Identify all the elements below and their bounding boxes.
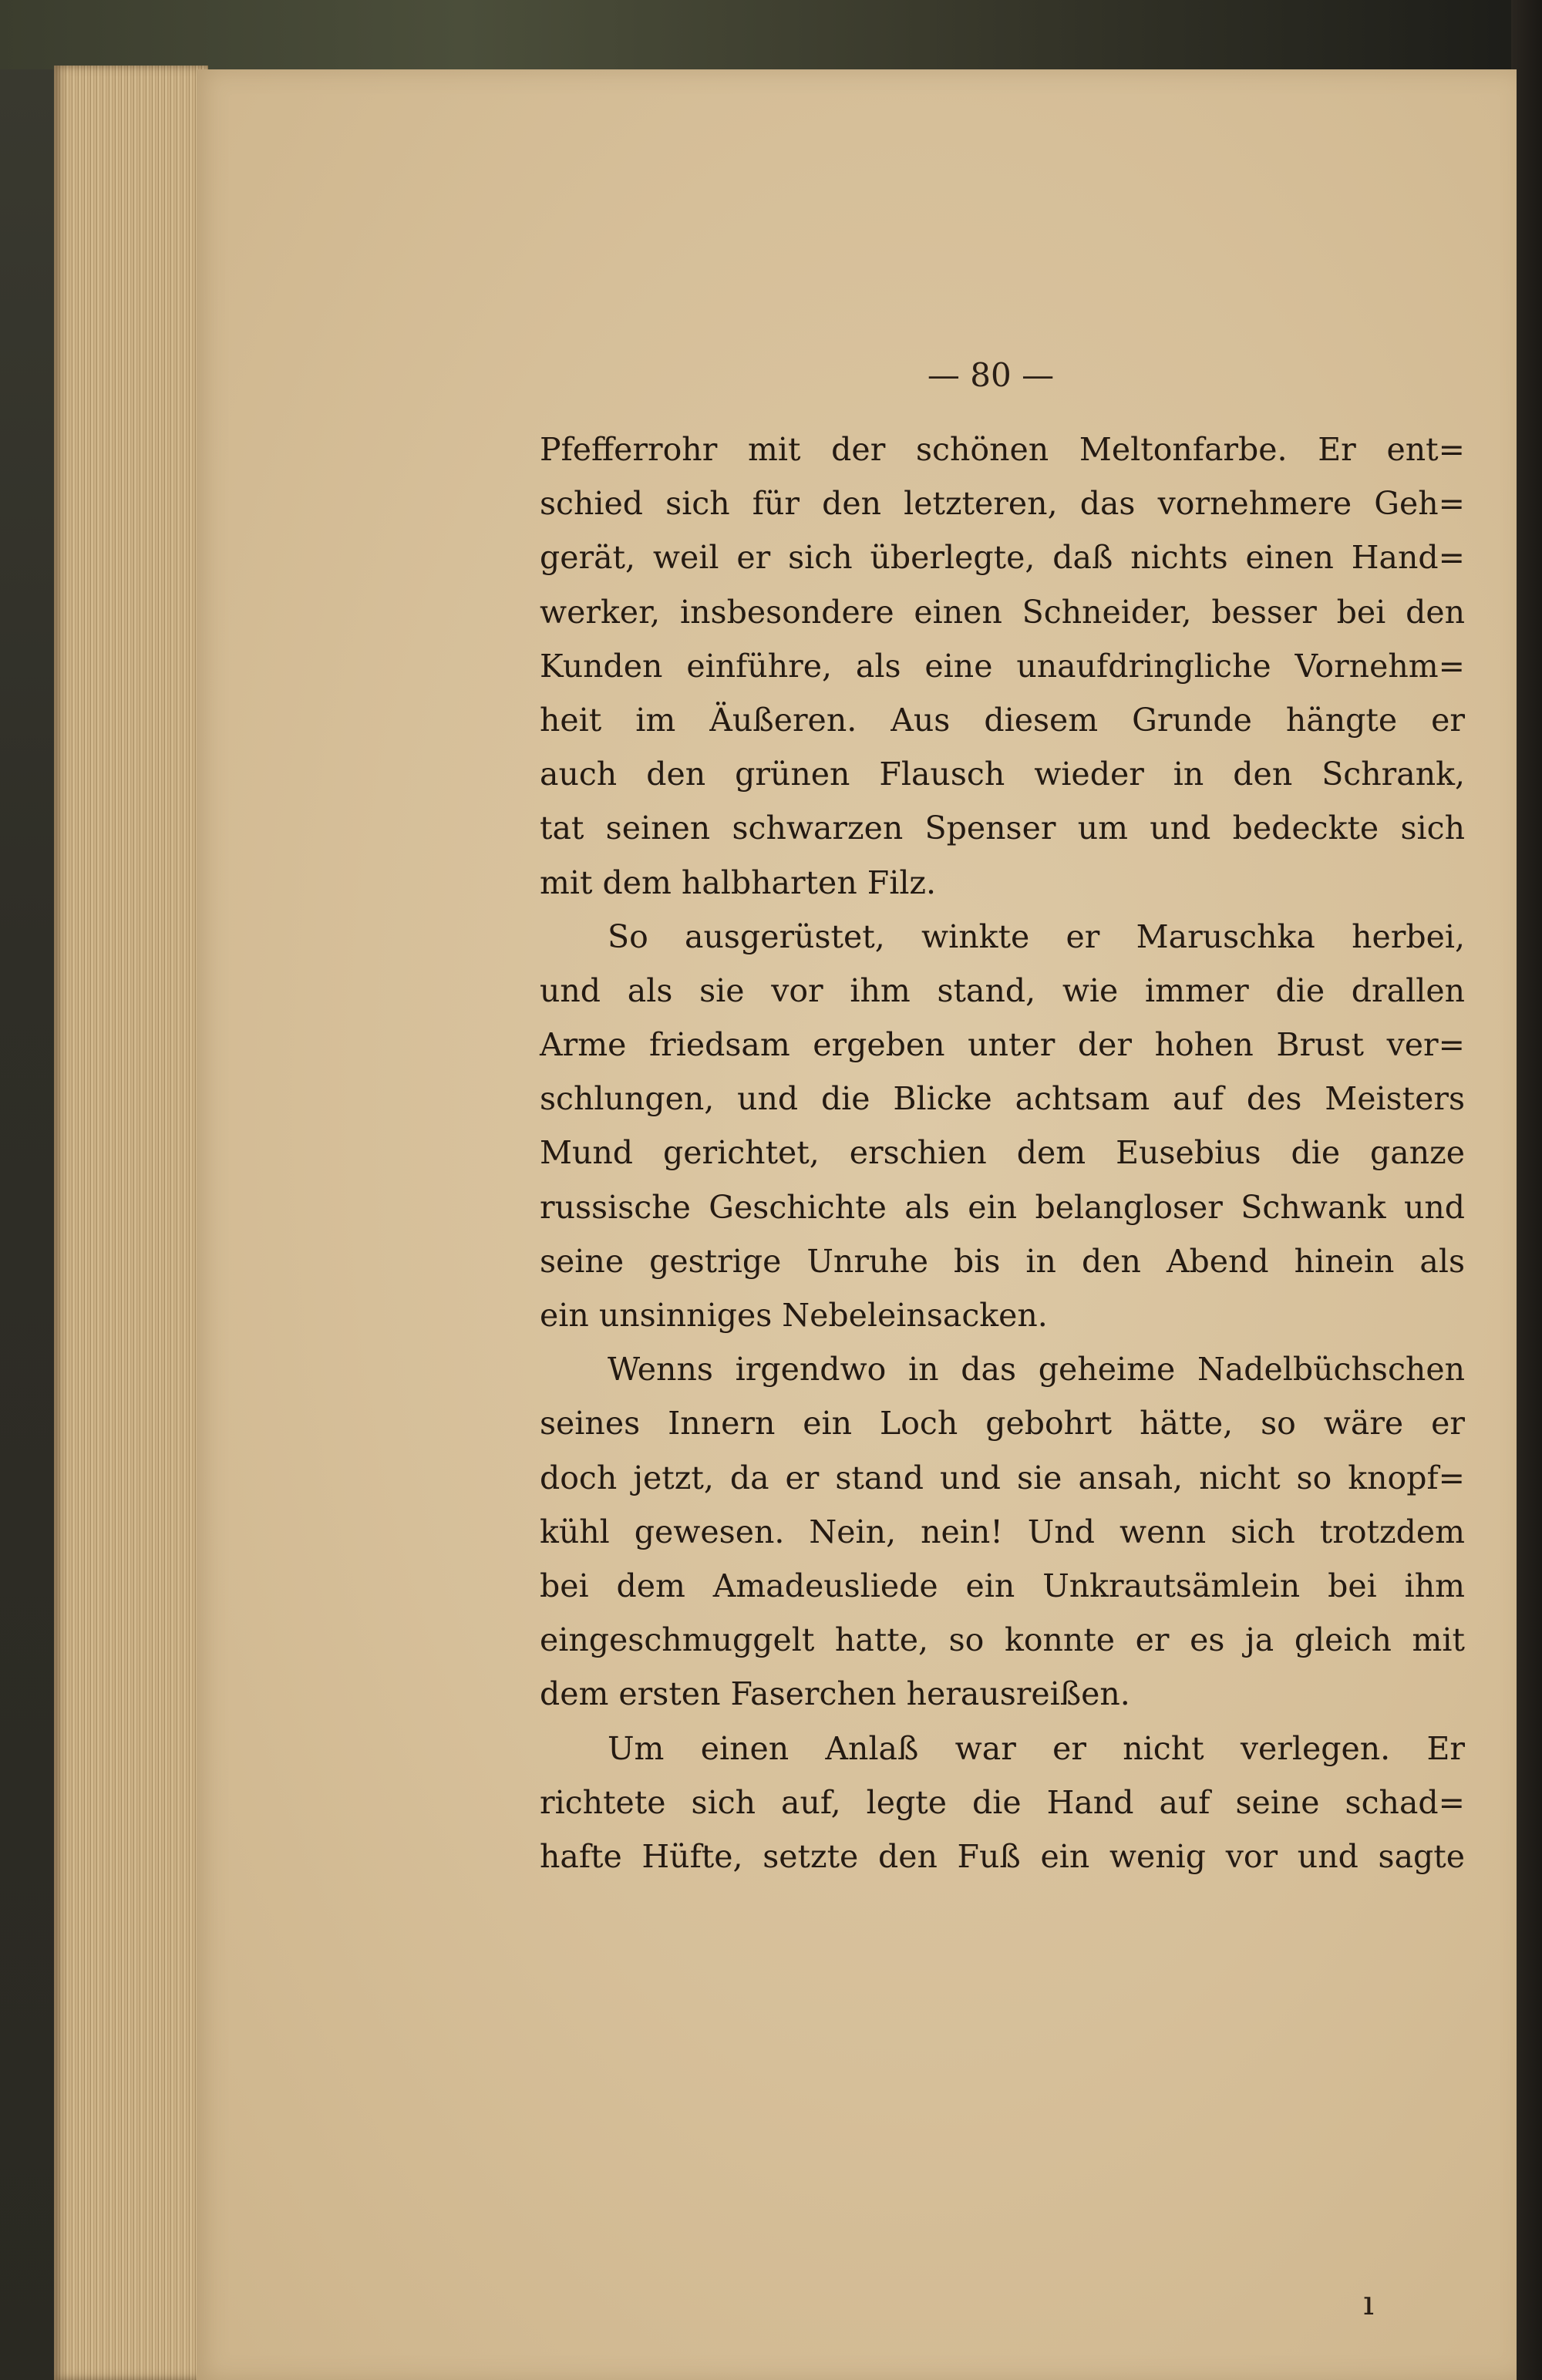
text-line: dem ersten Faserchen herausreißen. [540, 1675, 1130, 1713]
text-line: russische Geschichte als ein belangloser Schwank und [540, 1188, 1465, 1226]
body-text [540, 422, 1465, 1883]
text-line: gerät, weil er sich überlegte, daß nichts einen Hand= [540, 539, 1465, 577]
page-number: — 80 — [927, 356, 1055, 394]
page-edges [54, 66, 208, 2380]
text-line: bei dem Amadeusliede ein Unkrautsämlein bei ihm [540, 1567, 1465, 1604]
text-line: mit dem halbharten Filz. [540, 863, 937, 901]
paragraph-start: Wenns irgendwo in das geheime Nadelbüchschen [608, 1351, 1465, 1389]
text-line: hafte Hüfte, setzte den Fuß ein wenig vor und sagte [540, 1837, 1465, 1875]
paragraph-start: So ausgerüstet, winkte er Maruschka herbei, [608, 917, 1465, 955]
text-line: schied sich für den letzteren, das vornehmere Geh= [540, 485, 1465, 523]
text-line: ein unsinniges Nebeleinsacken. [540, 1297, 1048, 1334]
text-line: und als sie vor ihm stand, wie immer die drallen [540, 971, 1465, 1009]
stray-mark: ı [1363, 2284, 1375, 2323]
text-line: werker, insbesondere einen Schneider, besser bei den [540, 593, 1465, 631]
text-line: auch den grünen Flausch wieder in den Schrank, [540, 756, 1465, 793]
text-line: eingeschmuggelt hatte, so konnte er es ja gleich mit [540, 1621, 1465, 1659]
text-line: kühl gewesen. Nein, nein! Und wenn sich trotzdem [540, 1513, 1465, 1550]
text-line: Mund gerichtet, erschien dem Eusebius die ganze [540, 1134, 1465, 1172]
text-line: Arme friedsam ergeben unter der hohen Brust ver= [540, 1026, 1465, 1064]
book-cover-top [0, 0, 1542, 69]
text-line: tat seinen schwarzen Spenser um und bedeckte sich [540, 810, 1465, 847]
text-line: richtete sich auf, legte die Hand auf seine schad= [540, 1783, 1465, 1821]
text-line: Kunden einführe, als eine unaufdringliche Vornehm= [540, 647, 1465, 685]
text-line: seines Innern ein Loch gebohrt hätte, so wäre er [540, 1405, 1465, 1442]
text-line: schlungen, und die Blicke achtsam auf des Meisters [540, 1080, 1465, 1118]
text-line: heit im Äußeren. Aus diesem Grunde hängte er [540, 701, 1465, 739]
text-line: doch jetzt, da er stand und sie ansah, nicht so knopf= [540, 1459, 1465, 1496]
paragraph-start: Um einen Anlaß war er nicht verlegen. Er [608, 1729, 1465, 1767]
text-line: seine gestrige Unruhe bis in den Abend hinein als [540, 1242, 1465, 1280]
text-line: Pfefferrohr mit der schönen Meltonfarbe. Er ent= [540, 431, 1465, 468]
